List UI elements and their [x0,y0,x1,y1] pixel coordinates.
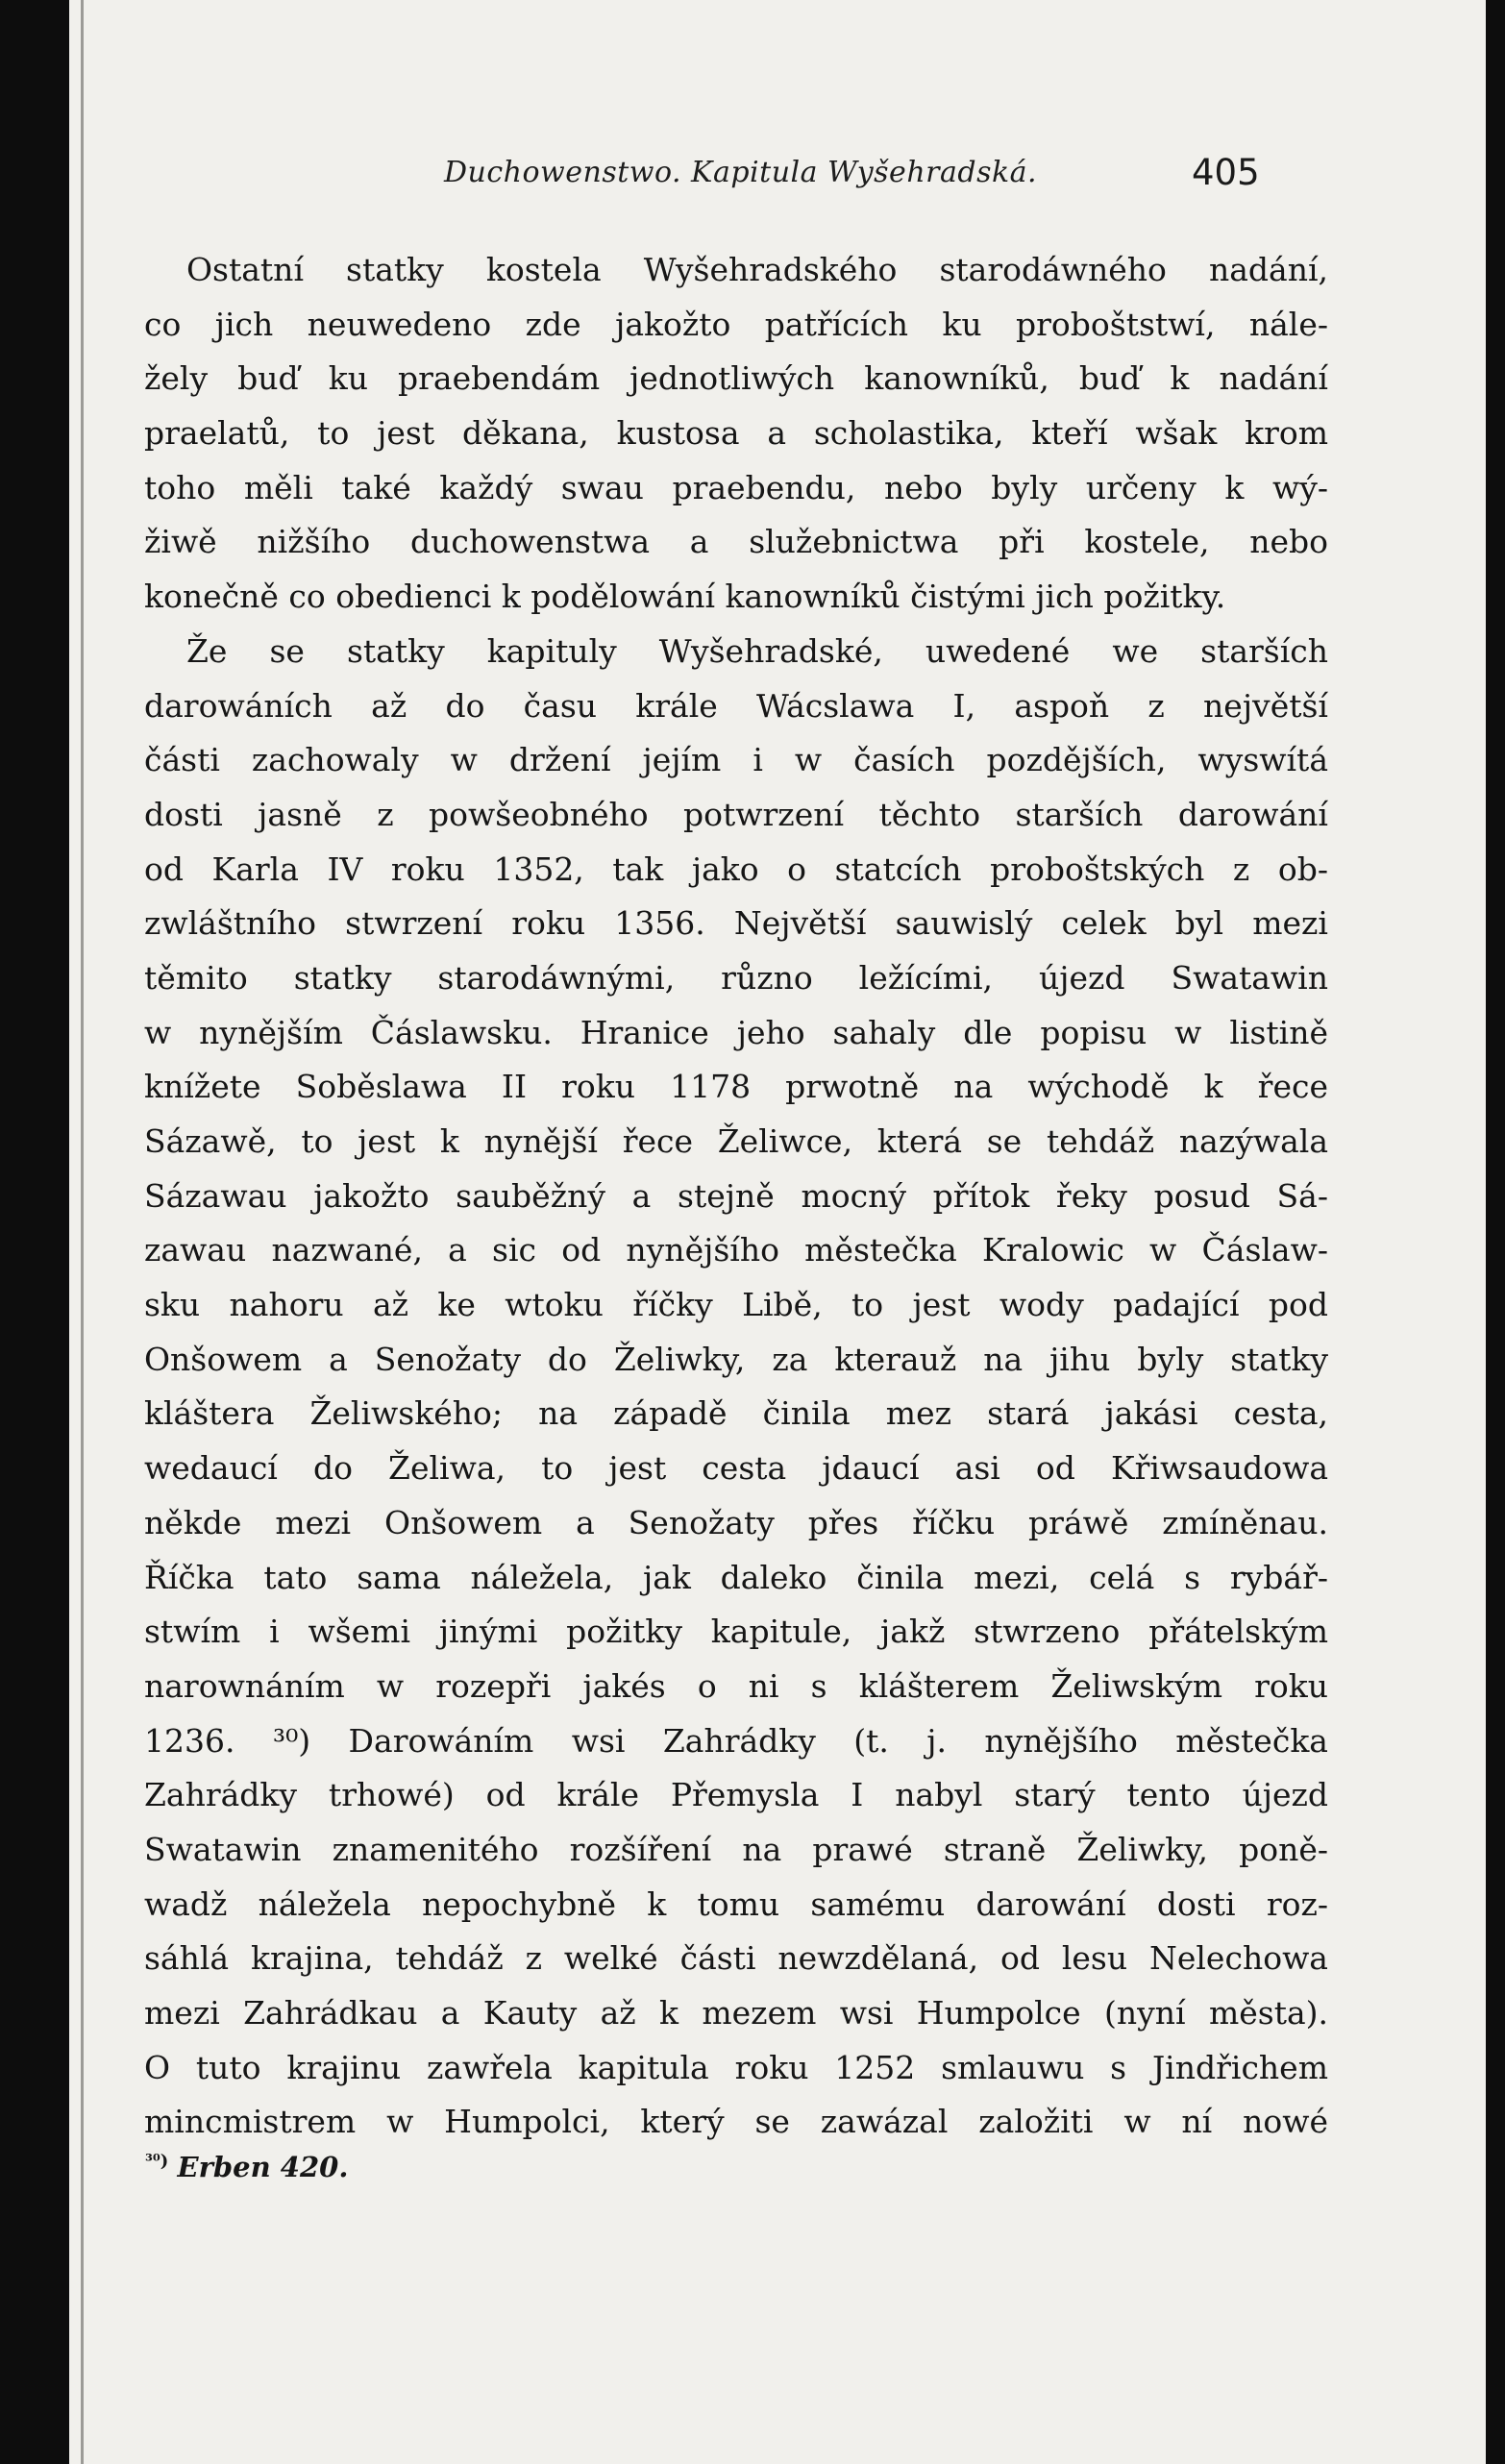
text-line: někde mezi Onšowem a Senožaty přes říčku práwě zmíněnau. [144,1503,1328,1541]
text-line: narownáním w rozepři jakés o ni s klášterem Želiwským roku [144,1666,1328,1705]
text-line: zwláštního stwrzení roku 1356. Největší sauwislý celek byl mezi [144,904,1328,943]
text-line: knížete Soběslawa II roku 1178 prwotně na wýchodě k řece [144,1068,1328,1106]
footnote-mark: ³⁰) [145,2151,169,2172]
text-line: kláštera Želiwského; na západě činila mez stará jakási cesta, [144,1394,1328,1433]
text-line: žiwě nižšího duchowenstwa a služebnictwa při kostele, nebo [144,523,1328,561]
text-line: Swatawin znamenitého rozšíření na prawé straně Želiwky, poně- [144,1830,1328,1868]
text-line: sku nahoru až ke wtoku říčky Libě, to jest wody padající pod [144,1286,1328,1324]
text-line: Sázawau jakožto sauběžný a stejně mocný přítok řeky posud Sá- [144,1176,1328,1215]
text-line: wedaucí do Želiwa, to jest cesta jdaucí asi od Křiwsaudowa [144,1449,1328,1488]
text-line: Onšowem a Senožaty do Želiwky, za kterauž na jihu byly statky [144,1340,1328,1378]
page-edge-line [81,0,84,2464]
footnote-reference: Erben 420. [177,2151,349,2183]
text-line: wadž náležela nepochybně k tomu samému darowání dosti roz- [144,1885,1328,1923]
book-page [69,0,1486,2464]
text-line: Sázawě, to jest k nynější řece Želiwce, která se tehdáž nazýwala [144,1122,1328,1160]
text-line: 1236. ³⁰) Darowáním wsi Zahrádky (t. j. nynějšího městečka [144,1721,1328,1760]
page-header [69,152,1486,209]
text-line: darowáních až do času krále Wácslawa I, aspoň z největší [144,686,1328,725]
text-line: Že se statky kapituly Wyšehradské, uwedené we starších [186,631,1328,670]
text-line: mincmistrem w Humpolci, který se zawázal založiti w ní nowé [144,2103,1328,2141]
text-line: co jich neuwedeno zde jakožto patřících ku proboštstwí, nále- [144,305,1328,343]
text-line: těmito statky starodáwnými, různo ležícími, újezd Swatawin [144,958,1328,997]
text-line: žely buď ku praebendám jednotliwých kanowníků, buď k nadání [144,359,1328,398]
body-text [144,243,1328,2150]
text-line: Ostatní statky kostela Wyšehradského starodáwného nadání, [186,251,1328,288]
text-line: sáhlá krajina, tehdáž z welké části newzdělaná, od lesu Nelechowa [144,1939,1328,1978]
text-line: praelatů, to jest děkana, kustosa a scholastika, kteří wšak krom [144,414,1328,453]
footnote [145,2151,348,2183]
page-number: 405 [1192,152,1260,193]
text-line: w nynějším Čáslawsku. Hranice jeho sahaly dle popisu w listině [144,1013,1328,1051]
running-title: Duchowenstwo. Kapitula Wyšehradská. [444,156,1038,189]
text-line: stwím i wšemi jinými požitky kapitule, jakž stwrzeno přátelským [144,1613,1328,1651]
text-line: části zachowaly w držení jejím i w časích pozdějších, wyswítá [144,741,1328,779]
text-line: konečně co obedienci k podělowání kanowníků čistými jich požitky. [144,578,1226,616]
text-line: od Karla IV roku 1352, tak jako o statcích proboštských z ob- [144,850,1328,888]
text-line: toho měli také každý swau praebendu, nebo byly určeny k wý- [144,468,1328,506]
text-line: zawau nazwané, a sic od nynějšího městečka Kralowic w Čáslaw- [144,1231,1328,1269]
text-line: mezi Zahrádkau a Kauty až k mezem wsi Humpolce (nyní města). [144,1994,1328,2032]
text-line: Zahrádky trhowé) od krále Přemysla I nabyl starý tento újezd [144,1776,1328,1814]
text-line: Říčka tato sama náležela, jak daleko činila mezi, celá s rybář- [144,1558,1328,1596]
text-line: O tuto krajinu zawřela kapitula roku 1252 smlauwu s Jindřichem [144,2048,1328,2086]
text-line: dosti jasně z powšeobného potwrzení těchto starších darowání [144,795,1328,833]
